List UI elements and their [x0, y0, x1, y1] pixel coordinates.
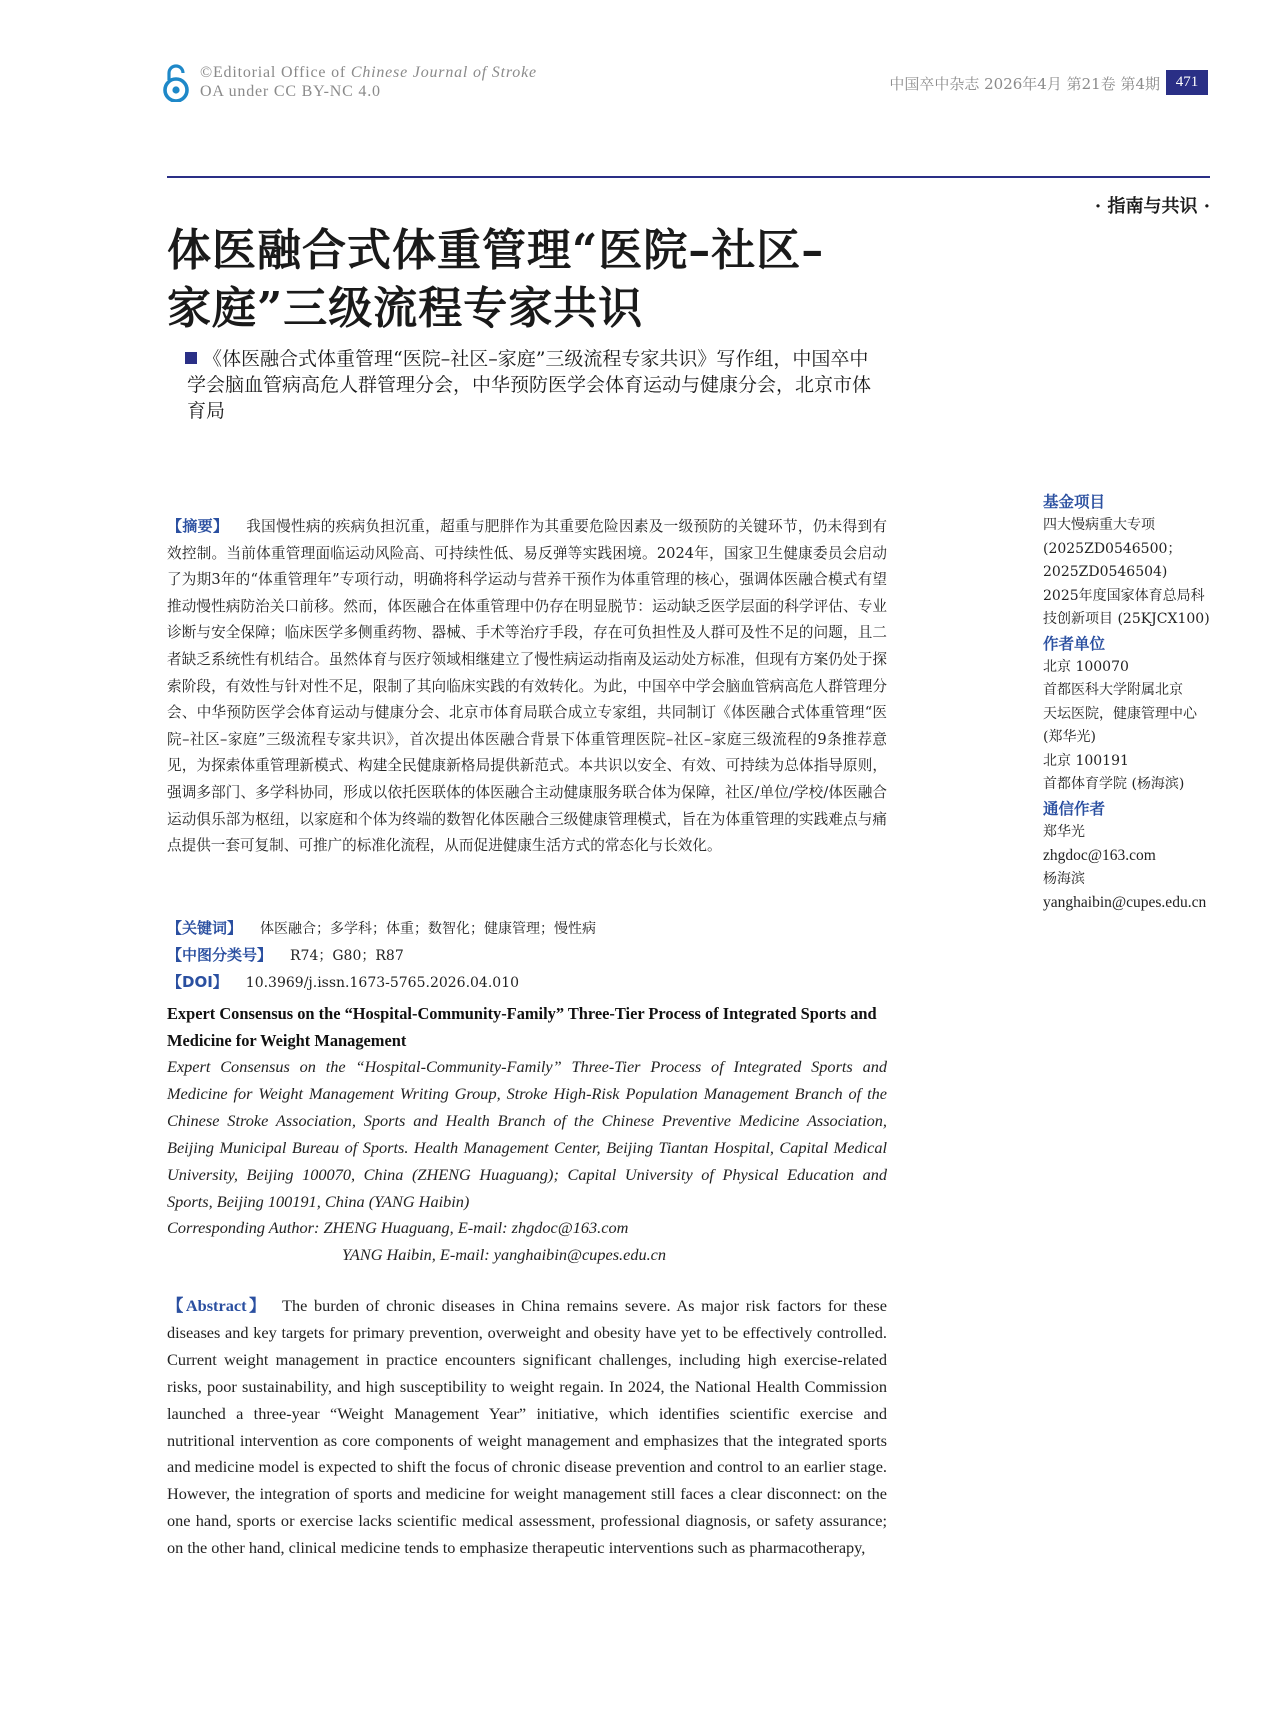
- fund-heading: 基金项目: [1043, 493, 1106, 511]
- article-sidebar: [1043, 490, 1223, 915]
- title-line-2: 家庭”三级流程专家共识: [167, 283, 644, 334]
- corresponding-author-line: Corresponding Author: ZHENG Huaguang, E-mail: zhgdoc@163.com: [167, 1218, 629, 1238]
- clc-label: 【中图分类号】: [167, 946, 273, 964]
- author-text: 《体医融合式体重管理“医院–社区–家庭”三级流程专家共识》写作组，中国卒中学会脑血管病高危人群管理分会，中华预防医学会体育运动与健康分会，北京市体育局: [187, 348, 872, 422]
- keywords-value: 体医融合；多学科；体重；数智化；健康管理；慢性病: [260, 921, 597, 937]
- journal-name-en: Chinese Journal of Stroke: [350, 64, 537, 81]
- journal-citation: 中国卒中杂志 2026年4月 第21卷 第4期: [889, 75, 1160, 93]
- fund-line: 技创新项目 (25KJCX100): [1043, 611, 1210, 627]
- affiliation-line: (郑华光): [1043, 729, 1096, 745]
- english-abstract: [167, 1293, 887, 1562]
- bullet-square-icon: [185, 352, 197, 364]
- clc-row: [167, 942, 887, 969]
- clc-value: R74；G80；R87: [290, 948, 404, 964]
- fund-line: 2025年度国家体育总局科: [1043, 587, 1205, 604]
- corresponding-email[interactable]: zhgdoc@163.com: [1043, 847, 1156, 864]
- fund-line: 2025ZD0546504): [1043, 564, 1168, 580]
- english-abstract-label: 【Abstract】: [167, 1296, 269, 1315]
- english-title: Expert Consensus on the “Hospital-Community-Family” Three-Tier Process of Integrated Sports and Medicine for Weight Management: [167, 1004, 877, 1050]
- article-title: [167, 222, 927, 338]
- header-rule: [167, 176, 1210, 178]
- fund-line: (2025ZD0546500；: [1043, 540, 1182, 557]
- corresponding-name: 郑华光: [1043, 823, 1085, 840]
- fund-line: 四大慢病重大专项: [1043, 517, 1155, 533]
- corresponding-name: 杨海滨: [1043, 870, 1085, 887]
- author-group: [167, 346, 887, 424]
- cn-abstract: [167, 513, 887, 860]
- affiliation-line: 北京 100070: [1043, 658, 1129, 675]
- english-affiliation: [167, 1054, 887, 1269]
- doi-label: 【DOI】: [167, 973, 228, 991]
- affiliation-text: Expert Consensus on the “Hospital-Community-Family” Three-Tier Process of Integrated Sports and Medicine for Weight Management Writing Group, Stroke High-Risk Population Management Branch of the Chinese Stroke Association, Sports and Health Branch of the Chinese Preventive Medicine Association, Beijing Municipal Bureau of Sports. Health Management Center, Beijing Tiantan Hospital, Capital Medical University, Beijing 100070, China (ZHENG Huaguang); Capital University of Physical Education and Sports, Beijing 100191, China (YANG Haibin): [167, 1057, 887, 1211]
- affiliation-line: 天坛医院，健康管理中心: [1043, 705, 1197, 722]
- doi-value[interactable]: 10.3969/j.issn.1673-5765.2026.04.010: [245, 975, 520, 991]
- affiliation-line: 北京 100191: [1043, 752, 1129, 769]
- corresponding-heading: 通信作者: [1043, 799, 1106, 818]
- copyright-prefix: ©Editorial Office of: [200, 64, 351, 81]
- corresponding-author-line-2: YANG Haibin, E-mail: yanghaibin@cupes.edu.cn: [342, 1245, 667, 1265]
- abstract-label: 【摘要】: [167, 517, 229, 535]
- corresponding-email[interactable]: yanghaibin@cupes.edu.cn: [1043, 894, 1207, 911]
- page-number: 471: [1166, 70, 1208, 95]
- license-text: OA under CC BY-NC 4.0: [200, 83, 381, 100]
- journal-copyright: [200, 63, 537, 101]
- doi-row: [167, 969, 887, 996]
- english-abstract-text: The burden of chronic diseases in China remains severe. As major risk factors for these diseases and key targets for primary prevention, overweight and obesity have yet to be effectively controlled. Current weight management in practice encounters significant challenges, including high exercise-related risks, poor sustainability, and high susceptibility to weight regain. In 2024, the National Health Commission launched a three-year “Weight Management Year” initiative, which identifies scientific exercise and nutritional intervention as core components of weight management and emphasizes that the integrated sports and medicine model is expected to shift the focus of chronic disease prevention and control to an earlier stage. However, the integration of sports and medicine for weight management still faces a clear disconnect: on the one hand, sports or exercise lacks scientific medical assessment, professional diagnosis, or safety assurance; on the other hand, clinical medicine tends to emphasize therapeutic interventions such as pharmacotherapy,: [167, 1296, 887, 1558]
- affiliation-line: 首都医科大学附属北京: [1043, 682, 1183, 698]
- affiliation-heading: 作者单位: [1043, 634, 1106, 653]
- title-line-1: 体医融合式体重管理“医院–社区–: [167, 225, 825, 276]
- keywords-row: [167, 915, 887, 942]
- keywords-label: 【关键词】: [167, 919, 243, 937]
- affiliation-line: 首都体育学院 (杨海滨): [1043, 776, 1185, 792]
- abstract-text: 我国慢性病的疾病负担沉重，超重与肥胖作为其重要危险因素及一级预防的关键环节，仍未得到有效控制。当前体重管理面临运动风险高、可持续性低、易反弹等实践困境。2024年，国家卫生健康委员会启动了为期3年的“体重管理年”专项行动，明确将科学运动与营养干预作为体重管理的核心，强调体医融合模式有望推动慢性病防治关口前移。然而，体医融合在体重管理中仍存在明显脱节：运动缺乏医学层面的科学评估、专业诊断与安全保障；临床医学多侧重药物、器械、手术等治疗手段，存在可负担性及人群可及性不足的问题，且二者缺乏系统性有机结合。虽然体育与医疗领域相继建立了慢性病运动指南及运动处方标准，但现有方案仍处于探索阶段，有效性与针对性不足，限制了其向临床实践的有效转化。为此，中国卒中学会脑血管病高危人群管理分会、中华预防医学会体育运动与健康分会、北京市体育局联合成立专家组，共同制订《体医融合式体重管理“医院–社区–家庭”三级流程专家共识》，首次提出体医融合背景下体重管理医院–社区–家庭三级流程的9条推荐意见，为探索体重管理新模式、构建全民健康新格局提供新范式。本共识以安全、有效、可持续为总体指导原则，强调多部门、多学科协同，形成以依托医联体的体医融合主动健康服务联合体为保障，社区/单位/学校/体医融合运动俱乐部为枢纽，以家庭和个体为终端的数智化体医融合三级健康管理模式，旨在为体重管理的实践难点与痛点提供一套可复制、可推广的标准化流程，从而促进健康生活方式的常态化与长效化。: [167, 518, 887, 855]
- section-tag: · 指南与共识 ·: [1094, 196, 1210, 217]
- open-access-lock-icon: [163, 64, 189, 102]
